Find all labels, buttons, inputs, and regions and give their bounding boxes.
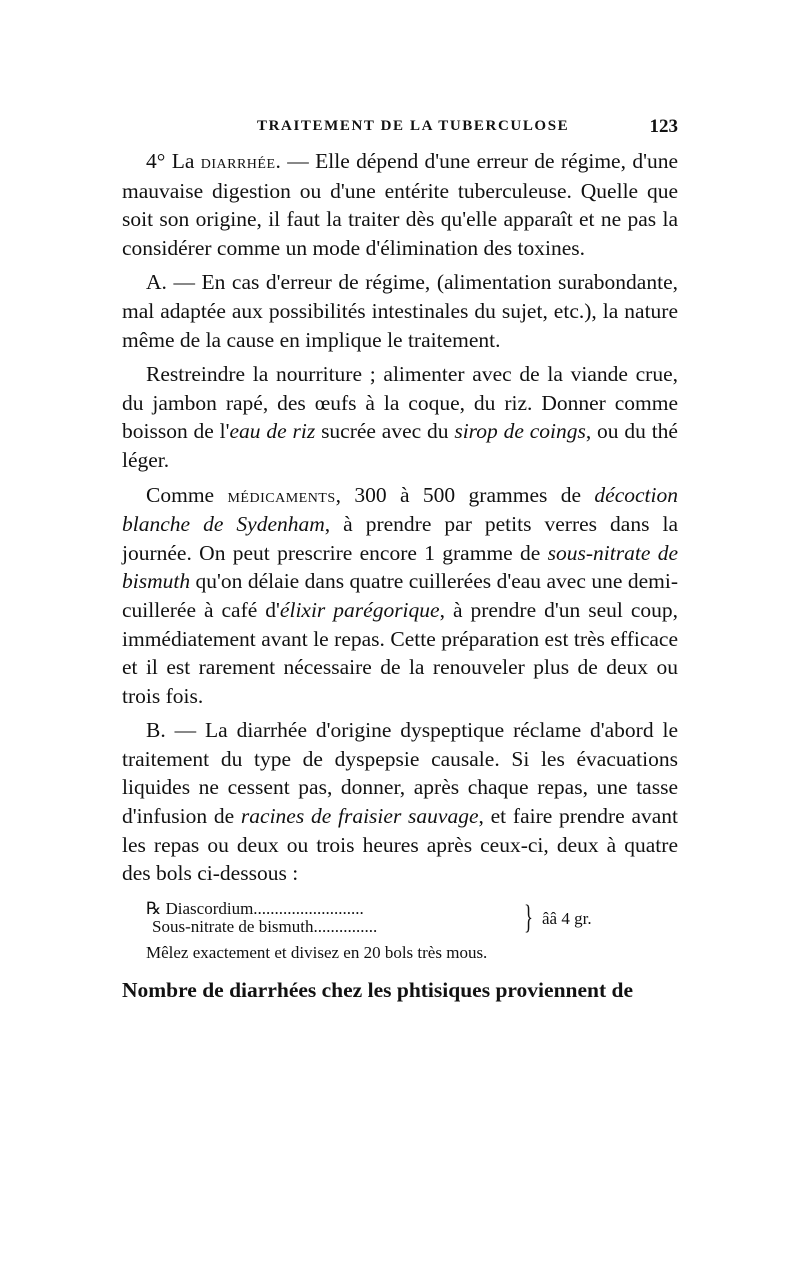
formula-instructions: Mêlez exactement et divisez en 20 bols très mous. [146, 942, 488, 962]
final-line: Nombre de diarrhées chez les phtisiques proviennent de [122, 977, 634, 1002]
page-header [122, 116, 678, 140]
paragraph-diarrhee-intro: 4° La diarrhée. — Elle dépend d'une erreur de régime, d'une mauvaise digestion ou d'une entérite tuberculeuse. Quelle que soit son origine, il faut la traiter dès qu'elle apparaît et ne pas la considérer comme un mode d'élimination des toxines. [122, 149, 678, 260]
body-text [122, 147, 678, 1010]
prescription-formula [146, 898, 646, 962]
paragraph-medicaments: Comme médicaments, 300 à 500 grammes de décoction blanche de Sydenham, à prendre par petits verres dans la journée. On peut prescrire encore 1 gramme de sous-nitrate de bismuth qu'on délaie dans quatre cuillerées d'eau avec une demi-cuillerée à café d'élixir parégorique, à prendre d'un seul coup, immédiatement avant le repas. Cette préparation est très efficace et il est rarement nécessaire de la renouveler plus de deux ou trois fois. [122, 482, 678, 708]
diarrhee-term: diarrhée [200, 151, 276, 173]
paragraph-diet: Restreindre la nourriture ; alimenter avec de la viande crue, du jambon rapé, des œufs à la coque, du riz. Donner comme boisson de l'eau de riz sucrée avec du sirop de coings, ou du thé léger. [122, 362, 678, 472]
formula-brace: } [524, 898, 533, 936]
paragraph-section-a: A. — En cas d'erreur de régime, (alimentation surabondante, mal adaptée aux possibilités intestinales du sujet, etc.), la nature même de la cause en implique le traitement. [122, 270, 678, 352]
formula-dose: ââ 4 gr. [542, 908, 592, 928]
formula-line-diascordium: ℞ Diascordium.......................... [146, 898, 364, 918]
paragraph-section-b: B. — La diarrhée d'origine dyspeptique réclame d'abord le traitement du type de dyspepsie causale. Si les évacuations liquides ne cessent pas, donner, après chaque repas, une tasse d'infusion de racines de fraisier sauvage, et faire prendre avant les repas ou deux ou trois heures après ceux-ci, deux à quatre des bols ci-dessous : [122, 718, 679, 886]
page-number: 123 [649, 116, 678, 137]
running-head: TRAITEMENT DE LA TUBERCULOSE [257, 118, 570, 134]
formula-line-bismuth: Sous-nitrate de bismuth............... [152, 916, 378, 936]
